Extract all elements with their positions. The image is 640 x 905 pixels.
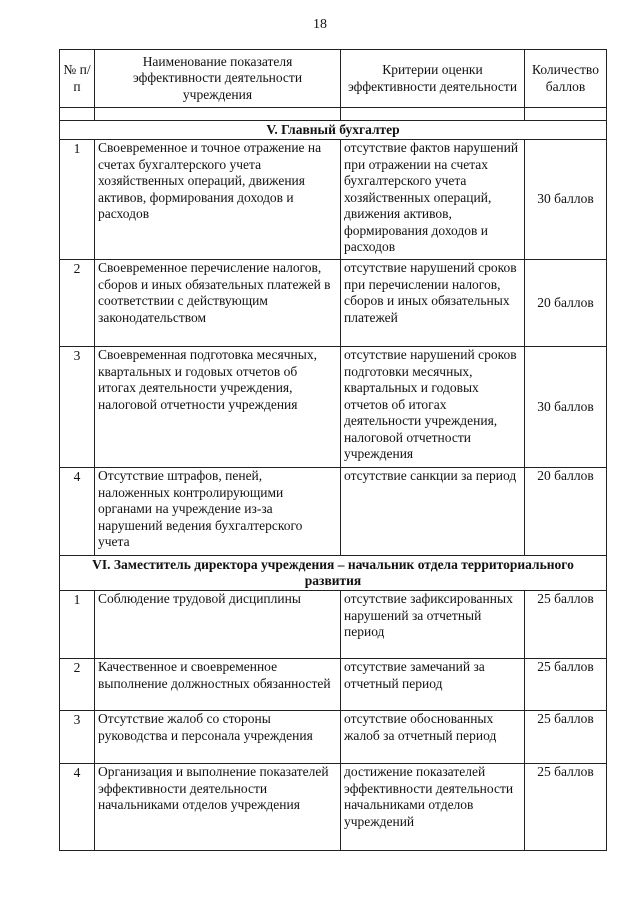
row-number: 4 xyxy=(60,468,95,556)
indicator-cell: Своевременное перечисление налогов, сборов и иных обязательных платежей в соответствии с действующим законодательством xyxy=(95,260,341,347)
table-row xyxy=(60,711,607,764)
points-cell: 30 баллов xyxy=(525,347,607,468)
table-row xyxy=(60,140,607,260)
table-row xyxy=(60,764,607,851)
points-cell: 25 баллов xyxy=(525,591,607,659)
indicator-cell: Соблюдение трудовой дисциплины xyxy=(95,591,341,659)
table-row xyxy=(60,468,607,556)
header-indicator: Наименование показателя эффективности деятельности учреждения xyxy=(95,50,341,108)
header-points: Количество баллов xyxy=(525,50,607,108)
section-title-v: V. Главный бухгалтер xyxy=(60,121,607,140)
points-cell: 20 баллов xyxy=(525,260,607,347)
page-number: 18 xyxy=(313,17,327,32)
spacer-row xyxy=(60,108,607,121)
indicator-cell: Качественное и своевременное выполнение должностных обязанностей xyxy=(95,659,341,711)
row-number: 3 xyxy=(60,711,95,764)
table-header-row xyxy=(60,50,607,108)
criteria-cell: отсутствие нарушений сроков при перечислении налогов, сборов и иных обязательных платежей xyxy=(341,260,525,347)
points-cell: 20 баллов xyxy=(525,468,607,556)
indicator-cell: Своевременное и точное отражение на счетах бухгалтерского учета хозяйственных операций, движения активов, формирования доходов и расходов xyxy=(95,140,341,260)
section-row xyxy=(60,556,607,591)
criteria-cell: отсутствие замечаний за отчетный период xyxy=(341,659,525,711)
criteria-cell: отсутствие санкции за период xyxy=(341,468,525,556)
indicator-cell: Своевременная подготовка месячных, квартальных и годовых отчетов об итогах деятельности учреждения, налоговой отчетности учреждения xyxy=(95,347,341,468)
header-criteria: Критерии оценки эффективности деятельности xyxy=(341,50,525,108)
row-number: 2 xyxy=(60,260,95,347)
criteria-cell: достижение показателей эффективности деятельности начальниками отделов учреждений xyxy=(341,764,525,851)
criteria-cell: отсутствие зафиксированных нарушений за отчетный период xyxy=(341,591,525,659)
points-cell: 25 баллов xyxy=(525,764,607,851)
header-num: № п/п xyxy=(60,50,95,108)
performance-criteria-table xyxy=(59,49,607,851)
row-number: 3 xyxy=(60,347,95,468)
section-row xyxy=(60,121,607,140)
row-number: 4 xyxy=(60,764,95,851)
table-row xyxy=(60,659,607,711)
criteria-cell: отсутствие обоснованных жалоб за отчетный период xyxy=(341,711,525,764)
table-row xyxy=(60,347,607,468)
row-number: 2 xyxy=(60,659,95,711)
points-cell: 25 баллов xyxy=(525,659,607,711)
indicator-cell: Отсутствие штрафов, пеней, наложенных контролирующими органами на учреждение из-за нарушений ведения бухгалтерского учета xyxy=(95,468,341,556)
row-number: 1 xyxy=(60,591,95,659)
points-cell: 25 баллов xyxy=(525,711,607,764)
table-row xyxy=(60,260,607,347)
points-cell: 30 баллов xyxy=(525,140,607,260)
indicator-cell: Организация и выполнение показателей эффективности деятельности начальниками отделов учреждения xyxy=(95,764,341,851)
criteria-cell: отсутствие фактов нарушений при отражении на счетах бухгалтерского учета хозяйственных операций, движения активов, формирования доходов и расходов xyxy=(341,140,525,260)
row-number: 1 xyxy=(60,140,95,260)
table-row xyxy=(60,591,607,659)
section-title-vi: VI. Заместитель директора учреждения – начальник отдела территориального развития xyxy=(60,556,607,591)
criteria-cell: отсутствие нарушений сроков подготовки месячных, квартальных и годовых отчетов об итогах деятельности учреждения, налоговой отчетности учреждения xyxy=(341,347,525,468)
indicator-cell: Отсутствие жалоб со стороны руководства и персонала учреждения xyxy=(95,711,341,764)
